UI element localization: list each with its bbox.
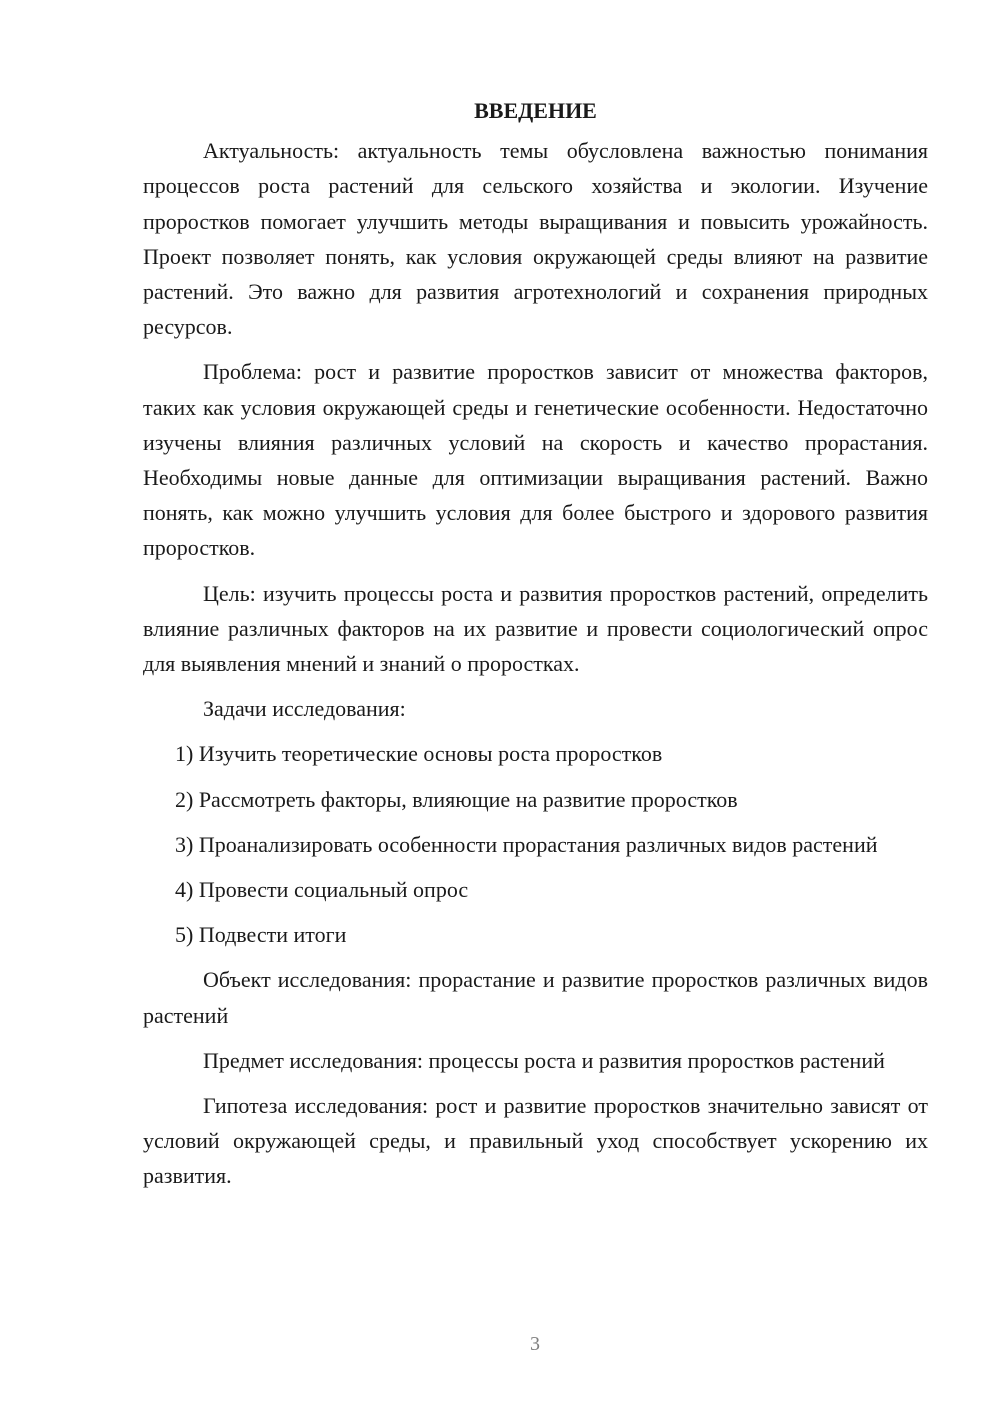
- task-item-5: 5) Подвести итоги: [175, 922, 347, 948]
- paragraph-relevance: Актуальность: актуальность темы обусловлена важностью понимания процессов роста растений для сельского хозяйства и экологии. Изучение проростков помогает улучшить методы выращивания и повысить урожайность. Проект позволяет понять, как условия окружающей среды влияют на развитие растений. Это важно для развития агротехнологий и сохранения природных ресурсов.: [143, 138, 928, 340]
- task-item-3: 3) Проанализировать особенности прорастания различных видов растений: [175, 831, 878, 857]
- paragraph-object: Объект исследования: прорастание и развитие проростков различных видов растений: [143, 967, 928, 1028]
- paragraph-goal: Цель: изучить процессы роста и развития проростков растений, определить влияние различных факторов на их развитие и провести социологический опрос для выявления мнений и знаний о проростках.: [143, 580, 928, 677]
- page-title: ВВЕДЕНИЕ: [474, 98, 597, 123]
- task-item-4: 4) Провести социальный опрос: [175, 877, 469, 903]
- paragraph-subject: Предмет исследования: процессы роста и развития проростков растений: [203, 1047, 885, 1073]
- page-number: 3: [530, 1333, 540, 1355]
- page-body: [143, 93, 928, 1204]
- task-item-2: 2) Рассмотреть факторы, влияющие на развитие проростков: [175, 786, 738, 812]
- paragraph-hypothesis: Гипотеза исследования: рост и развитие проростков значительно зависят от условий окружающей среды, и правильный уход способствует ускорению их развития.: [143, 1093, 928, 1189]
- tasks-heading: Задачи исследования:: [203, 696, 406, 722]
- paragraph-problem: Проблема: рост и развитие проростков зависит от множества факторов, таких как условия окружающей среды и генетические особенности. Недостаточно изучены влияния различных условий на скорость и качество прорастания. Необходимы новые данные для оптимизации выращивания растений. Важно понять, как можно улучшить условия для более быстрого и здорового развития проростков.: [143, 359, 928, 561]
- task-item-1: 1) Изучить теоретические основы роста проростков: [175, 741, 663, 767]
